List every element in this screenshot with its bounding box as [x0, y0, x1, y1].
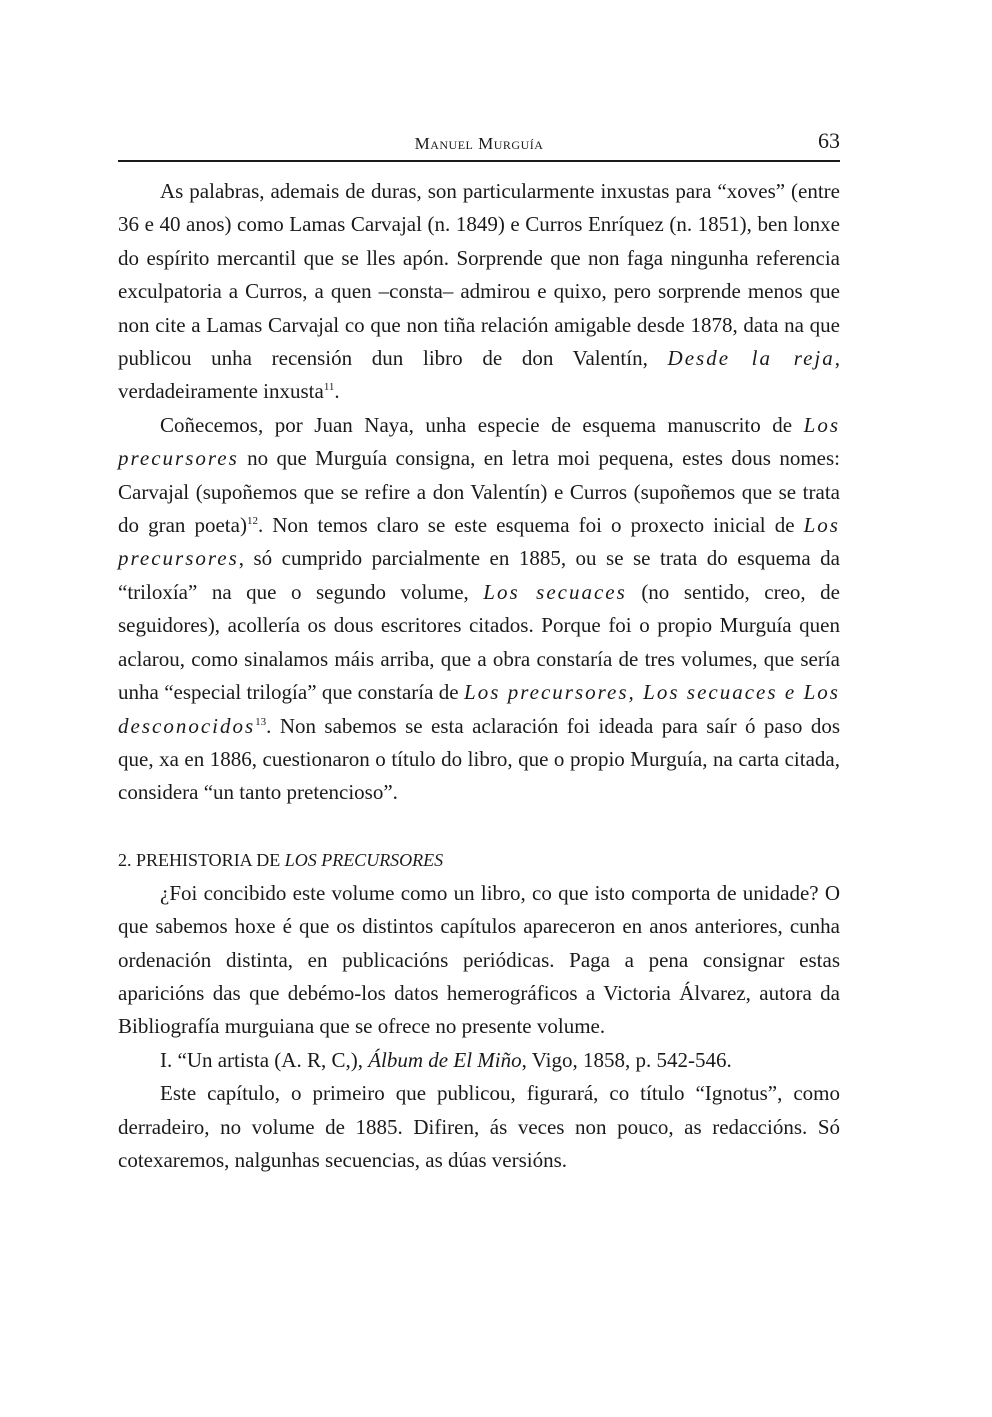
running-title: Manuel Murguía — [414, 134, 544, 153]
running-header — [118, 128, 840, 162]
book-title: Los precursores, Los secuaces e Los desconocidos — [118, 680, 840, 738]
footnote-ref: 12 — [246, 515, 258, 528]
footnote-ref: 11 — [323, 381, 335, 394]
book-title: Los precursores — [118, 513, 840, 571]
paragraph-5 — [118, 1077, 840, 1177]
paragraph-1 — [118, 175, 840, 409]
text-run: . Non temos claro se este esquema foi o proxecto inicial de — [257, 513, 804, 538]
text-run: Coñecemos, por Juan Naya, unha especie de esquema manuscrito de — [160, 412, 804, 437]
body-text — [118, 175, 840, 1177]
text-run: , só cumprido parcialmente en 1885, ou se se trata do esquema da “triloxía” na que o segundo volume, — [118, 546, 840, 604]
text-run: (no sentido, creo, de seguidores), acollería os dous escritores citados. Porque foi o propio Murguía quen aclarou, como sinalamos máis arriba, que a obra constaría de tres volumes, que sería unha “especial trilogía” que constaría de — [118, 579, 840, 705]
footnote-ref: 13 — [255, 715, 267, 728]
text-run: ¿Foi concibido este volume como un libro, co que isto comporta de unidade? O que sabemos hoxe é que os distintos capítulos apareceron en anos anteriores, cunha ordenación distinta, en publicacións periódicas. Paga a pena consignar estas aparicións das que debémo-los datos hemerográficos a Victoria Álvarez, autora da Bibliografía murguiana que se ofrece no presente volume. — [118, 880, 840, 1039]
text-run: . Non sabemos se esta aclaración foi ideada para saír ó paso dos que, xa en 1886, cuestionaron o título do libro, que o propio Murguía, na carta citada, considera “un tanto pretencioso”. — [118, 713, 840, 805]
section-heading-title: LOS PRECURSORES — [284, 849, 444, 870]
book-title: Los secuaces — [483, 579, 627, 604]
text-run: Este capítulo, o primeiro que publicou, figurará, co título “Ignotus”, como derradeiro, no volume de 1885. Difiren, ás veces non pouco, as redaccións. Só cotexaremos, nalgunhas secuencias, as dúas versións. — [118, 1081, 840, 1172]
text-run: As palabras, ademais de duras, son particularmente inxustas para “xoves” (entre 36 e 40 anos) como Lamas Carvajal (n. 1849) e Curros Enríquez (n. 1851), ben lonxe do espírito mercantil que se lles apón. Sorprende que non faga ningunha referencia exculpatoria a Curros, a quen –consta– admirou e quixo, pero sorprende menos que non cite a Lamas Carvajal co que non tiña relación amigable desde 1878, data na que publicou unha recensión dun libro de don Valentín, — [118, 179, 840, 371]
text-run: I. “Un artista (A. R, C,), — [160, 1047, 369, 1072]
section-heading-prefix: 2. PREHISTORIA DE — [118, 849, 285, 870]
page-number: 63 — [818, 128, 840, 153]
paragraph-2 — [118, 409, 840, 810]
text-run: , Vigo, 1858, p. 542-546. — [521, 1047, 732, 1072]
paragraph-3 — [118, 877, 840, 1044]
book-title: Desde la reja — [667, 346, 835, 371]
paragraph-4 — [118, 1044, 840, 1077]
text-run: no que Murguía consigna, en letra moi pequena, estes dous nomes: Carvajal (supoñemos que se refire a don Valentín) e Curros (supoñemos que se trata do gran poeta) — [118, 446, 840, 538]
book-title: Los precursores — [118, 412, 840, 471]
section-heading — [118, 844, 840, 877]
text-run: , verdadeiramente inxusta — [118, 346, 840, 404]
text-run: . — [334, 379, 340, 404]
book-title: Álbum de El Miño — [368, 1047, 522, 1072]
